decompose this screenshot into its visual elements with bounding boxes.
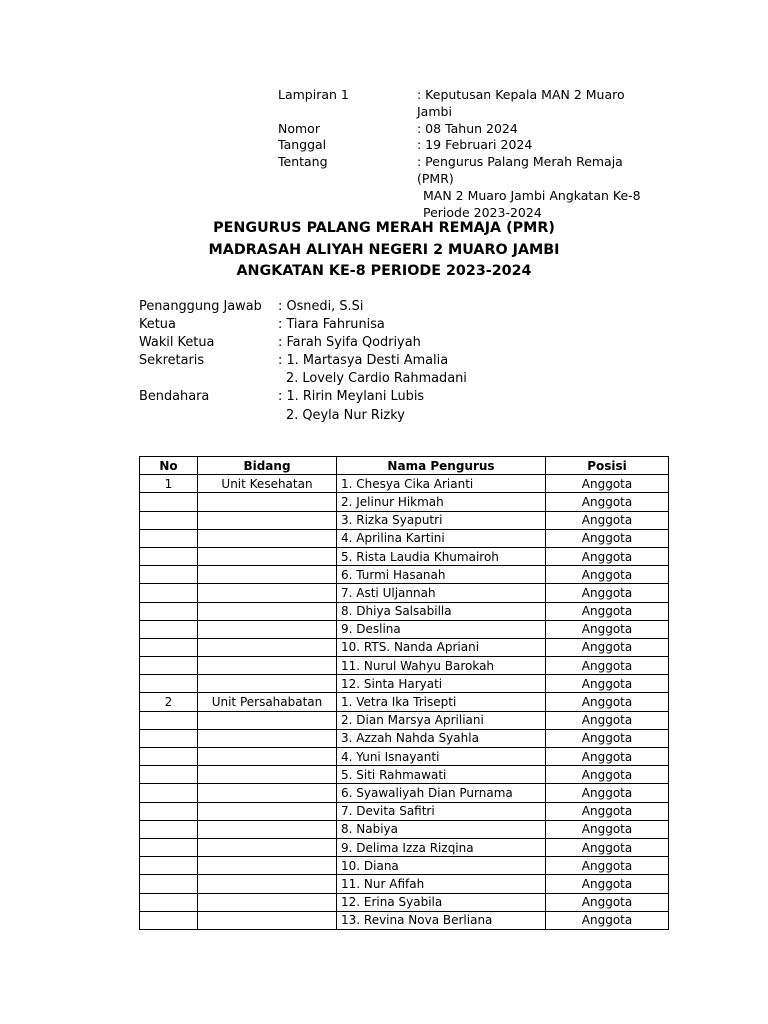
lampiran-value: : Keputusan Kepala MAN 2 Muaro Jambi xyxy=(417,87,625,119)
lampiran-block xyxy=(278,87,663,221)
table-row xyxy=(140,511,669,529)
cell-no xyxy=(140,838,198,856)
cell-nama: 10. RTS. Nanda Apriani xyxy=(337,638,546,656)
cell-bidang xyxy=(198,711,337,729)
cell-nama: 3. Azzah Nahda Syahla xyxy=(337,729,546,747)
lampiran-value: : 19 Februari 2024 xyxy=(417,137,533,153)
officer-row xyxy=(139,352,467,370)
header-bidang: Bidang xyxy=(198,457,337,475)
officer-label xyxy=(139,407,278,425)
table-row xyxy=(140,857,669,875)
lampiran-row xyxy=(278,121,663,138)
lampiran-row xyxy=(278,154,663,188)
officer-value: : Osnedi, S.Si xyxy=(278,299,364,314)
header-no: No xyxy=(140,457,198,475)
cell-bidang xyxy=(198,547,337,565)
cell-no xyxy=(140,566,198,584)
lampiran-row xyxy=(278,137,663,154)
officer-value: : 1. Ririn Meylani Lubis xyxy=(278,389,425,405)
cell-bidang xyxy=(198,766,337,784)
cell-posisi: Anggota xyxy=(546,729,669,747)
header-nama: Nama Pengurus xyxy=(337,457,546,475)
cell-posisi: Anggota xyxy=(546,802,669,820)
cell-nama: 1. Chesya Cika Arianti xyxy=(337,475,546,493)
cell-posisi: Anggota xyxy=(546,693,669,711)
cell-no xyxy=(140,602,198,620)
members-table-body xyxy=(140,475,669,930)
table-row xyxy=(140,475,669,493)
cell-bidang xyxy=(198,620,337,638)
cell-nama: 9. Delima Izza Rizqina xyxy=(337,838,546,856)
cell-nama: 3. Rizka Syaputri xyxy=(337,511,546,529)
title-line: PENGURUS PALANG MERAH REMAJA (PMR) xyxy=(213,220,555,236)
cell-nama: 8. Dhiya Salsabilla xyxy=(337,602,546,620)
officer-label: Penanggung Jawab xyxy=(139,299,262,314)
table-row xyxy=(140,911,669,929)
table-row xyxy=(140,893,669,911)
cell-bidang xyxy=(198,511,337,529)
cell-no xyxy=(140,638,198,656)
cell-nama: 11. Nur Afifah xyxy=(337,875,546,893)
cell-posisi: Anggota xyxy=(546,529,669,547)
officer-row xyxy=(139,407,467,425)
cell-nama: 10. Diana xyxy=(337,857,546,875)
cell-posisi: Anggota xyxy=(546,602,669,620)
members-table xyxy=(139,456,669,930)
cell-bidang xyxy=(198,784,337,802)
table-row xyxy=(140,784,669,802)
cell-no xyxy=(140,493,198,511)
officer-row xyxy=(139,388,467,406)
cell-nama: 4. Yuni Isnayanti xyxy=(337,748,546,766)
officer-label xyxy=(139,370,278,388)
cell-no xyxy=(140,784,198,802)
officer-label: Bendahara xyxy=(139,389,210,405)
cell-bidang xyxy=(198,802,337,820)
cell-nama: 8. Nabiya xyxy=(337,820,546,838)
table-row xyxy=(140,766,669,784)
table-row xyxy=(140,493,669,511)
lampiran-label: Tentang xyxy=(278,154,328,170)
lampiran-value: : 08 Tahun 2024 xyxy=(417,120,518,136)
cell-nama: 11. Nurul Wahyu Barokah xyxy=(337,657,546,675)
cell-posisi: Anggota xyxy=(546,511,669,529)
officer-value: : Farah Syifa Qodriyah xyxy=(278,335,421,351)
cell-bidang xyxy=(198,893,337,911)
cell-bidang xyxy=(198,748,337,766)
table-row xyxy=(140,657,669,675)
cell-nama: 1. Vetra Ika Trisepti xyxy=(337,693,546,711)
table-header-row xyxy=(140,457,669,475)
cell-posisi: Anggota xyxy=(546,584,669,602)
officer-value: : 1. Martasya Desti Amalia xyxy=(278,353,449,369)
table-row xyxy=(140,748,669,766)
table-row xyxy=(140,693,669,711)
table-row xyxy=(140,838,669,856)
cell-posisi: Anggota xyxy=(546,675,669,693)
officer-row xyxy=(139,298,467,316)
officer-value: 2. Qeyla Nur Rizky xyxy=(286,407,405,423)
cell-no xyxy=(140,766,198,784)
cell-bidang xyxy=(198,838,337,856)
cell-bidang xyxy=(198,584,337,602)
table-row xyxy=(140,638,669,656)
table-row xyxy=(140,675,669,693)
cell-posisi: Anggota xyxy=(546,493,669,511)
lampiran-row xyxy=(278,87,663,121)
cell-bidang xyxy=(198,657,337,675)
cell-bidang xyxy=(198,729,337,747)
cell-nama: 7. Devita Safitri xyxy=(337,802,546,820)
table-row xyxy=(140,729,669,747)
table-row xyxy=(140,820,669,838)
cell-posisi: Anggota xyxy=(546,547,669,565)
cell-posisi: Anggota xyxy=(546,911,669,929)
cell-bidang xyxy=(198,638,337,656)
cell-no xyxy=(140,748,198,766)
cell-bidang xyxy=(198,911,337,929)
cell-no: 2 xyxy=(140,693,198,711)
lampiran-label: Lampiran 1 xyxy=(278,87,349,102)
cell-posisi: Anggota xyxy=(546,766,669,784)
cell-posisi: Anggota xyxy=(546,748,669,766)
cell-no: 1 xyxy=(140,475,198,493)
cell-nama: 6. Turmi Hasanah xyxy=(337,566,546,584)
table-row xyxy=(140,620,669,638)
cell-bidang xyxy=(198,857,337,875)
officer-label: Sekretaris xyxy=(139,353,205,369)
cell-no xyxy=(140,802,198,820)
cell-bidang xyxy=(198,493,337,511)
cell-bidang xyxy=(198,820,337,838)
officer-value: 2. Lovely Cardio Rahmadani xyxy=(286,371,467,387)
cell-nama: 2. Jelinur Hikmah xyxy=(337,493,546,511)
lampiran-value: MAN 2 Muaro Jambi Angkatan Ke-8 xyxy=(423,187,641,203)
cell-no xyxy=(140,893,198,911)
table-row xyxy=(140,547,669,565)
cell-posisi: Anggota xyxy=(546,566,669,584)
cell-nama: 13. Revina Nova Berliana xyxy=(337,911,546,929)
cell-posisi: Anggota xyxy=(546,875,669,893)
cell-posisi: Anggota xyxy=(546,711,669,729)
officer-row xyxy=(139,316,467,334)
cell-no xyxy=(140,875,198,893)
officer-row xyxy=(139,334,467,352)
cell-posisi: Anggota xyxy=(546,784,669,802)
cell-no xyxy=(140,657,198,675)
cell-bidang xyxy=(198,602,337,620)
cell-no xyxy=(140,529,198,547)
cell-no xyxy=(140,584,198,602)
cell-bidang: Unit Kesehatan xyxy=(198,475,337,493)
title-line: ANGKATAN KE-8 PERIODE 2023-2024 xyxy=(236,263,532,279)
cell-bidang xyxy=(198,875,337,893)
cell-nama: 4. Aprilina Kartini xyxy=(337,529,546,547)
officers-block xyxy=(139,298,467,425)
officer-row xyxy=(139,370,467,388)
cell-posisi: Anggota xyxy=(546,838,669,856)
lampiran-label: Nomor xyxy=(278,120,320,136)
lampiran-value: Periode 2023-2024 xyxy=(423,204,542,220)
table-row xyxy=(140,802,669,820)
officer-value: : Tiara Fahrunisa xyxy=(278,317,385,333)
cell-no xyxy=(140,675,198,693)
officer-label: Wakil Ketua xyxy=(139,335,215,351)
cell-nama: 7. Asti Uljannah xyxy=(337,584,546,602)
table-row xyxy=(140,711,669,729)
table-row xyxy=(140,566,669,584)
cell-no xyxy=(140,729,198,747)
title-line: MADRASAH ALIYAH NEGERI 2 MUARO JAMBI xyxy=(208,241,560,258)
document-title xyxy=(0,218,768,283)
table-row xyxy=(140,602,669,620)
lampiran-label xyxy=(278,188,417,205)
cell-bidang xyxy=(198,529,337,547)
table-row xyxy=(140,584,669,602)
cell-nama: 5. Rista Laudia Khumairoh xyxy=(337,547,546,565)
cell-posisi: Anggota xyxy=(546,820,669,838)
cell-nama: 6. Syawaliyah Dian Purnama xyxy=(337,784,546,802)
cell-posisi: Anggota xyxy=(546,857,669,875)
cell-no xyxy=(140,511,198,529)
officer-label: Ketua xyxy=(139,317,176,333)
lampiran-row xyxy=(278,188,663,205)
cell-posisi: Anggota xyxy=(546,657,669,675)
cell-posisi: Anggota xyxy=(546,620,669,638)
cell-nama: 12. Erina Syabila xyxy=(337,893,546,911)
cell-nama: 12. Sinta Haryati xyxy=(337,675,546,693)
table-row xyxy=(140,875,669,893)
cell-no xyxy=(140,711,198,729)
table-row xyxy=(140,529,669,547)
cell-no xyxy=(140,547,198,565)
cell-nama: 9. Deslina xyxy=(337,620,546,638)
header-posisi: Posisi xyxy=(546,457,669,475)
lampiran-value: : Pengurus Palang Merah Remaja (PMR) xyxy=(417,154,623,186)
cell-no xyxy=(140,857,198,875)
cell-bidang xyxy=(198,675,337,693)
cell-bidang: Unit Persahabatan xyxy=(198,693,337,711)
cell-nama: 5. Siti Rahmawati xyxy=(337,766,546,784)
cell-no xyxy=(140,620,198,638)
cell-bidang xyxy=(198,566,337,584)
lampiran-label: Tanggal xyxy=(278,137,327,153)
cell-no xyxy=(140,911,198,929)
cell-posisi: Anggota xyxy=(546,475,669,493)
cell-posisi: Anggota xyxy=(546,638,669,656)
cell-nama: 2. Dian Marsya Apriliani xyxy=(337,711,546,729)
cell-posisi: Anggota xyxy=(546,893,669,911)
cell-no xyxy=(140,820,198,838)
